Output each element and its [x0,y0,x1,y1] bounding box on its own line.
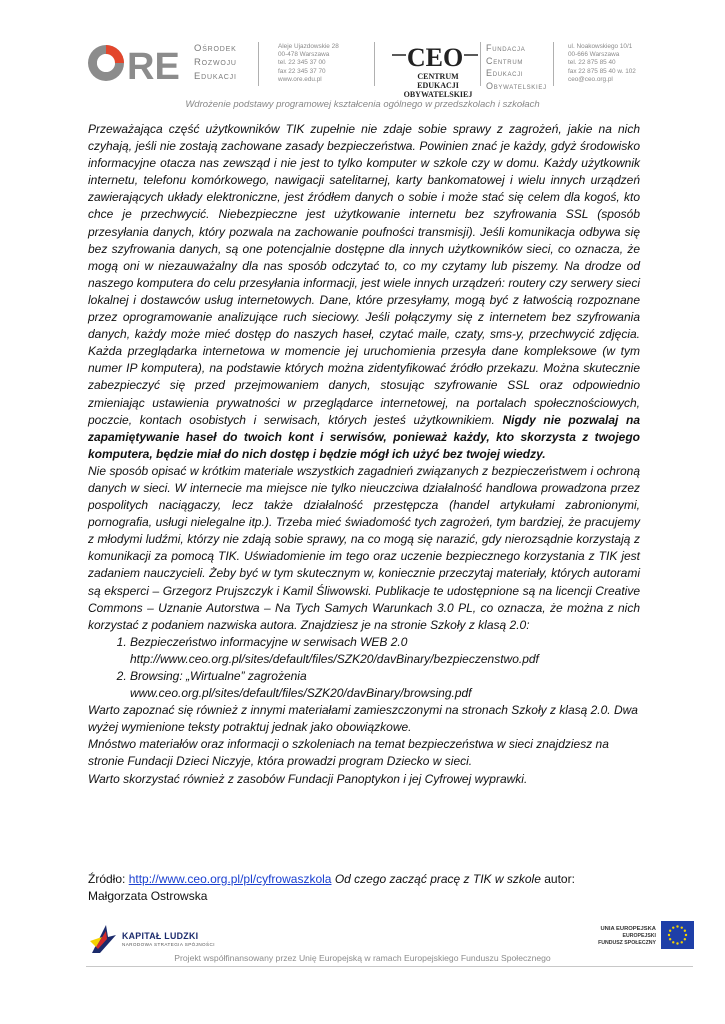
paragraph-1 [88,121,640,463]
eu-star [676,925,678,927]
eu-flag-icon [661,921,694,949]
source-link[interactable]: http://www.ceo.org.pl/pl/cyfrowaszkola [128,872,332,886]
address-line: 00-478 Warszawa [278,51,330,59]
ore-address [278,43,339,84]
header-divider [258,42,259,86]
eu-star [684,938,686,940]
eu-label-line: EUROPEJSKI [622,933,656,939]
paragraph-2: Nie sposób opisać w krótkim materiale wszystkich zagadnień związanych z bezpieczeństwem i ochroną danych w sieci. W internecie ma miejsce nie tylko nieuczciwa działalność handlowa prowadzona przez pospolitych naciągaczy, lecz także działalność przestępcza (handel artykułami zabronionymi, pornografia, usługi nielegalne itp.). Trzeba mieć świadomość tych zagrożeń, tym bardziej, że pracujemy z młodymi ludźmi, którzy nie zdają sobie sprawy, na co mogą się narazić, gdy nierozsądnie korzystają z komunikacji za pomocą TIK. Uświadomienie im tego oraz uczenie bezpiecznego korzystania z TIK jest zadaniem nauczycieli. Żeby być w tym skutecznym w, koniecznie przeczytaj materiały, których autorami są eksperci – Grzegorz Prujszczyk i Kamil Śliwowski. Publikacje te udostępnione są na licencji Creative Commons – Uznanie Autorstwa – Na Tych Samych Warunkach 3.0 PL, co oznacza, że można z nich korzystać z podaniem nazwiska autora. Znajdziesz je na stronie Szkoły z klasą 2.0: [88,463,640,632]
address-line: www.ore.edu.pl [278,75,322,83]
footer-note: Projekt współfinansowany przez Unię Europejską w ramach Europejskiego Funduszu Społecznego [174,953,551,963]
eu-star [685,934,687,936]
eu-label-line: FUNDUSZ SPOŁECZNY [598,940,656,946]
kapital-ludzki-subtitle: NARODOWA STRATEGIA SPÓJNOŚCI [122,942,215,947]
ceo-subtitle-line: OBYWATELSKIEJ [403,90,473,99]
list-item-url: www.ceo.org.pl/sites/default/files/SZK20/davBinary/browsing.pdf [130,686,472,701]
list-item-title: 2. Browsing: „Wirtualne” zagrożenia [130,669,307,683]
eu-star [669,938,671,940]
paragraph-5: Warto skorzystać również z zasobów Fundacji Panoptykon i jej Cyfrowej wyprawki. [88,771,528,786]
ore-logo-text: RE [127,46,180,84]
eu-star [672,941,674,943]
paragraph-4: Mnóstwo materiałów oraz informacji o szkoleniach na temat bezpieczeństwa w sieci znajdziesz na stronie Fundacji Dzieci Niczyje, która prowadzi program Dziecko w sieci. [88,737,609,769]
list-item [130,634,640,668]
paragraph-1-bold: Nigdy nie pozwalaj na zapamiętywanie haseł do twoich kont i serwisów, ponieważ każdy, kto skorzysta z twojego komputera, będzie miał do nich dostęp i będzie mógł ich użyć bez twojej wiedzy. [88,412,640,461]
eu-star [668,934,670,936]
ceo-foundation-name [486,42,547,92]
ceo-logo-text: CEO [406,43,464,72]
document-body [88,121,640,788]
address-line: 00-666 Warszawa [568,51,620,59]
header-divider [374,42,375,86]
ore-name-line: Edukacji [194,71,237,82]
ceo-subtitle [396,72,480,99]
header-divider [553,42,554,86]
ore-name [194,42,237,84]
ceo-subtitle-line: CENTRUM EDUKACJI [417,72,459,90]
header-tagline: Wdrożenie podstawy programowej kształcenia ogólnego w przedszkolach i szkołach [185,99,540,110]
list-item [130,668,640,702]
eu-star [672,926,674,928]
fund-name-line: Obywatelskiej [486,80,547,91]
ore-name-line: Ośrodek [194,43,237,54]
paragraph-1-text: Przeważająca część użytkowników TIK zupełnie nie zdaje sobie sprawy z zagrożeń, jakie na nich czyhają, jeśli nie zostają zachowane zasady bezpieczeństwa. Powinien znać je każdy, gdyż środowisko informacyjne otacza nas zewsząd i nie jest to tylko komputer w szkole czy w domu. Każdy użytkownik internetu, telefonu komórkowego, nawigacji satelitarnej, karty bankomatowej i wielu innych urządzeń zawierających układy elektroniczne, jest źródłem danych o sobie i może stać się celem dla kogoś, kto chce je przechwycić. Niebezpieczne jest użytkowanie internetu bez szyfrowania SSL (sposób przesyłania danych, który pozwala na zachowanie poufności transmisji). Jeśli komunikacja odbywa się bez szyfrowania danych, są one potencjalnie dostępne dla innych użytkowników sieci, co oznacza, że mogą oni w niezauważalny dla nas sposób odczytać to, co my czytamy lub piszemy. Na drodze od naszego komputera do celu przesyłania informacji, jest wiele innych urządzeń: routery czy serwery sieci lokalnej i dostawców usług internetowych. Dane, które przesyłamy, mogą być z łatwością rozpoznane przez oprogramowanie analizujące ruch sieciowy. Jeśli połączymy się z internetem bez szyfrowania danych, każdy może mieć dostęp do naszych haseł, czytać maile, czaty, sms-y, przechwycić zdjęcia. Każda przeglądarka internetowa w momencie jej uruchomienia przesyła dane kompleksowe (w tym numer IP komputera), na podstawie których można zidentyfikować źródło przekazu. Można skutecznie zabezpieczyć się przed przejmowaniem danych, stosując szyfrowanie SSL oraz odpowiednio zmieniając ustawienia prywatności w przeglądarce internetowej, na portalach społecznościowych, poczcie, kontach osobistych i serwisach, których jesteś użytkownikiem. [88,122,640,427]
eu-star [681,926,683,928]
address-line: Aleje Ujazdowskie 28 [278,43,339,50]
address-line: tel. 22 345 37 00 [278,59,326,67]
page-header [0,0,725,110]
address-line: ceo@ceo.org.pl [568,75,613,83]
eu-label-line: UNIA EUROPEJSKA [600,926,656,932]
source-author-label: autor: [544,872,575,886]
kapital-ludzki-title: KAPITAŁ LUDZKI [122,931,199,941]
eu-star [681,941,683,943]
list-item-url: http://www.ceo.org.pl/sites/default/files/SZK20/davBinary/bezpieczenstwo.pdf [130,651,539,666]
fund-name-line: Fundacja [486,43,526,53]
ore-logo [86,42,186,84]
source-label: Źródło: [88,872,126,886]
ore-name-line: Rozwoju [194,57,237,68]
list-item-title: 1. Bezpieczeństwo informacyjne w serwisach WEB 2.0 [130,634,408,649]
source-citation [88,871,648,905]
address-line: tel. 22 875 85 40 [568,59,616,67]
fund-name-line: Edukacji [486,68,524,78]
address-line: ul. Noakowskiego 10/1 [568,43,633,50]
eu-star [676,942,678,944]
source-title: Od czego zacząć pracę z TIK w szkole [334,872,541,886]
resource-list [88,634,640,702]
header-divider [480,42,481,86]
footer-divider [86,966,693,967]
address-line: fax 22 875 85 40 w. 102 [568,67,636,75]
eu-star [684,930,686,932]
eu-star [669,930,671,932]
ceo-address [568,43,636,84]
paragraph-3: Warto zapoznać się również z innymi materiałami zamieszczonymi na stronach Szkoły z klasą 2.0. Dwa wyżej wymienione teksty potraktuj jednak jako obowiązkowe. [88,703,638,735]
address-line: fax 22 345 37 70 [278,67,326,75]
eu-label [560,926,656,947]
kapital-ludzki-logo [86,923,120,955]
fund-name-line: Centrum [486,55,524,66]
source-author: Małgorzata Ostrowska [88,889,208,903]
